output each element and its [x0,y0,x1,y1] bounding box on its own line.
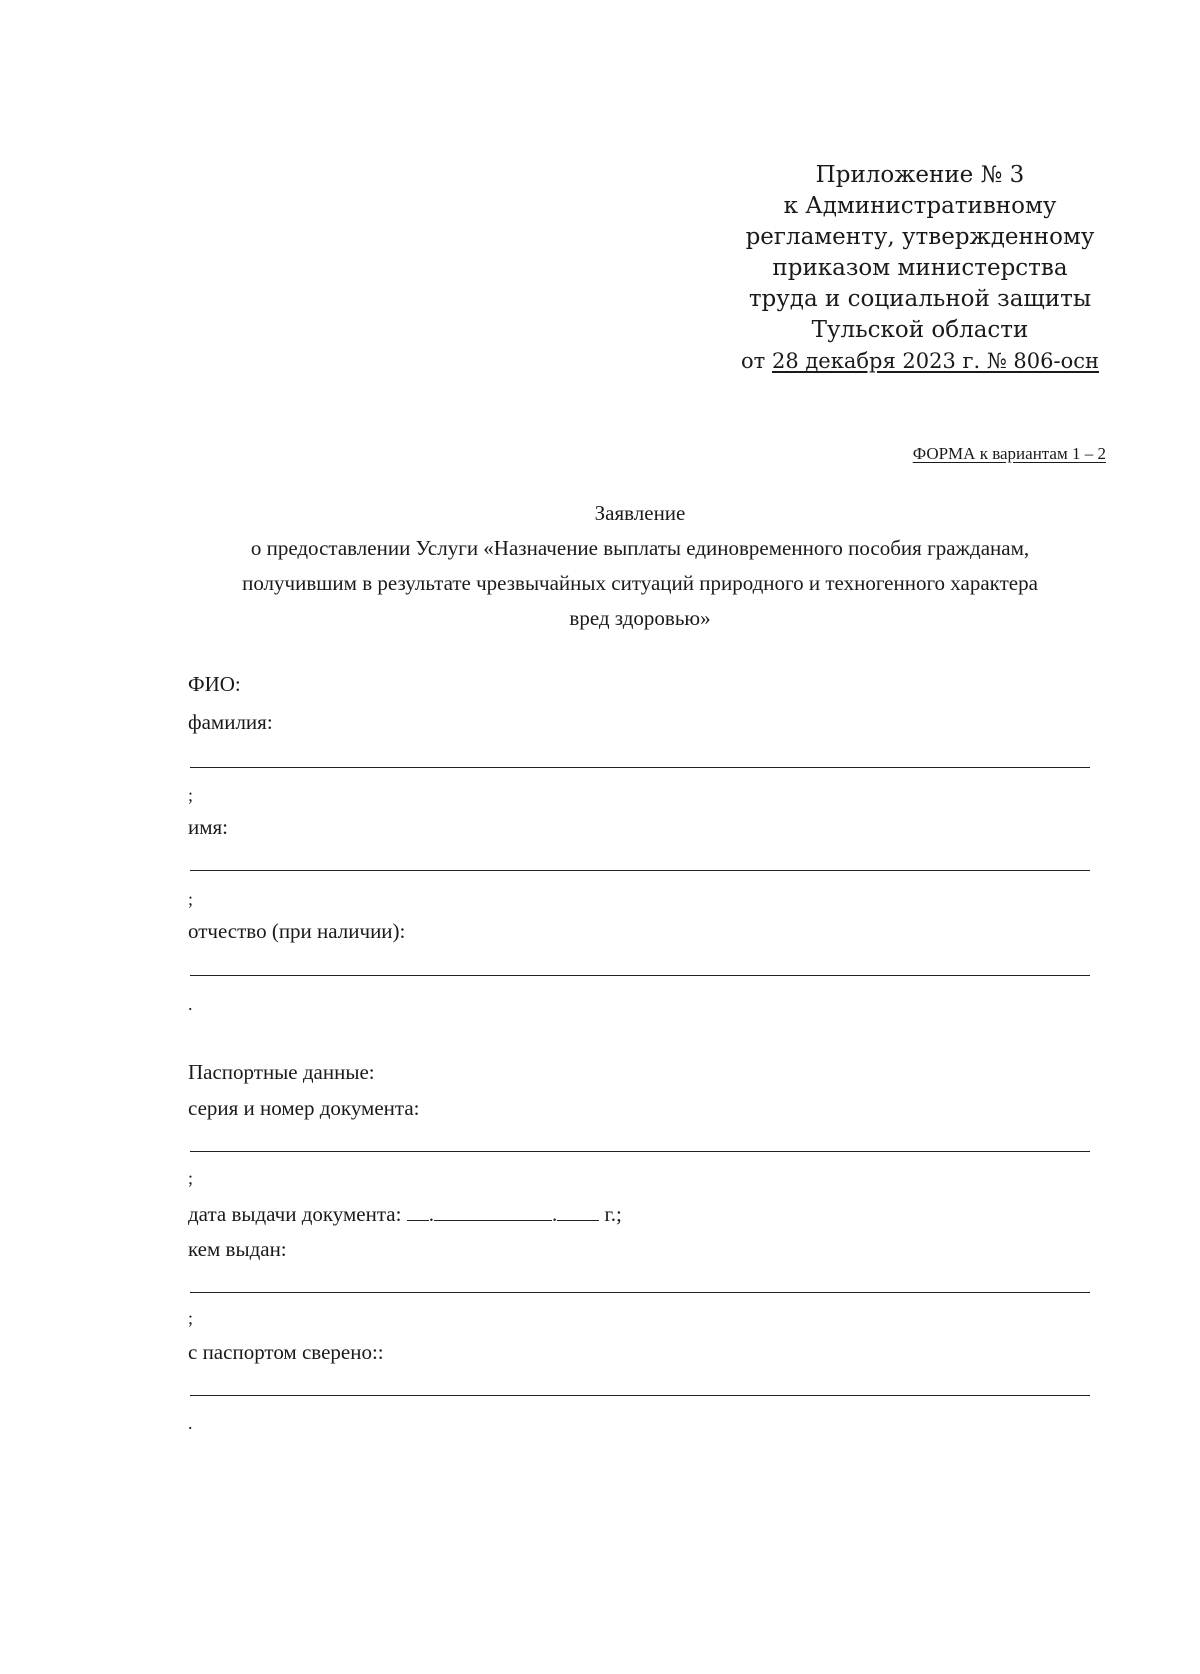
issued-by-terminator: ; [188,1308,194,1328]
passport-verified-field[interactable] [190,1395,1090,1396]
issue-day-field[interactable] [407,1200,429,1221]
issue-date-separator: . [551,1202,558,1226]
appendix-order-date: 28 декабря 2023 г. № 806-осн [771,349,1099,373]
passport-series-label: серия и номер документа: [188,1096,420,1120]
passport-series-field[interactable] [190,1151,1090,1152]
appendix-line: труда и социальной защиты [748,286,1092,312]
appendix-line: регламенту, утвержденному [745,224,1095,250]
issued-by-label: кем выдан: [188,1237,287,1261]
application-title [180,496,1100,636]
passport-series-terminator: ; [188,1168,194,1188]
issued-by-field[interactable] [190,1292,1090,1293]
patronymic-label: отчество (при наличии): [188,919,406,943]
surname-terminator: ; [188,785,194,805]
title-line: получившим в результате чрезвычайных ситуаций природного и техногенного характера [242,571,1038,595]
title-line: о предоставлении Услуги «Назначение выплаты единовременного пособия гражданам, [250,536,1030,560]
patronymic-terminator: . [188,994,193,1014]
appendix-date-prefix: от [741,349,766,373]
appendix-date-line [720,346,1120,377]
name-terminator: ; [188,889,194,909]
form-variant-label: ФОРМА к вариантам 1 – 2 [912,444,1106,463]
passport-section-label: Паспортные данные: [188,1060,375,1084]
appendix-header [720,160,1120,377]
title-heading: Заявление [594,501,686,525]
passport-verified-label: с паспортом сверено:: [188,1340,384,1364]
surname-field[interactable] [190,767,1090,768]
surname-label: фамилия: [188,710,273,734]
appendix-line: Тульской области [811,317,1029,343]
appendix-line: Приложение № 3 [815,162,1025,188]
appendix-line: приказом министерства [772,255,1068,281]
patronymic-field[interactable] [190,975,1090,976]
fio-label: ФИО: [188,672,241,696]
passport-verified-terminator: . [188,1413,193,1433]
name-field[interactable] [190,870,1090,871]
issue-year-field[interactable] [557,1200,599,1221]
issue-date-row [188,1200,622,1227]
appendix-line: к Административному [783,193,1057,219]
issue-date-label: дата выдачи документа: [188,1202,402,1226]
name-label: имя: [188,815,229,839]
issue-year-suffix: г.; [604,1202,622,1226]
issue-month-field[interactable] [434,1200,552,1221]
title-line: вред здоровью» [569,606,711,630]
issue-date-separator: . [428,1202,434,1226]
